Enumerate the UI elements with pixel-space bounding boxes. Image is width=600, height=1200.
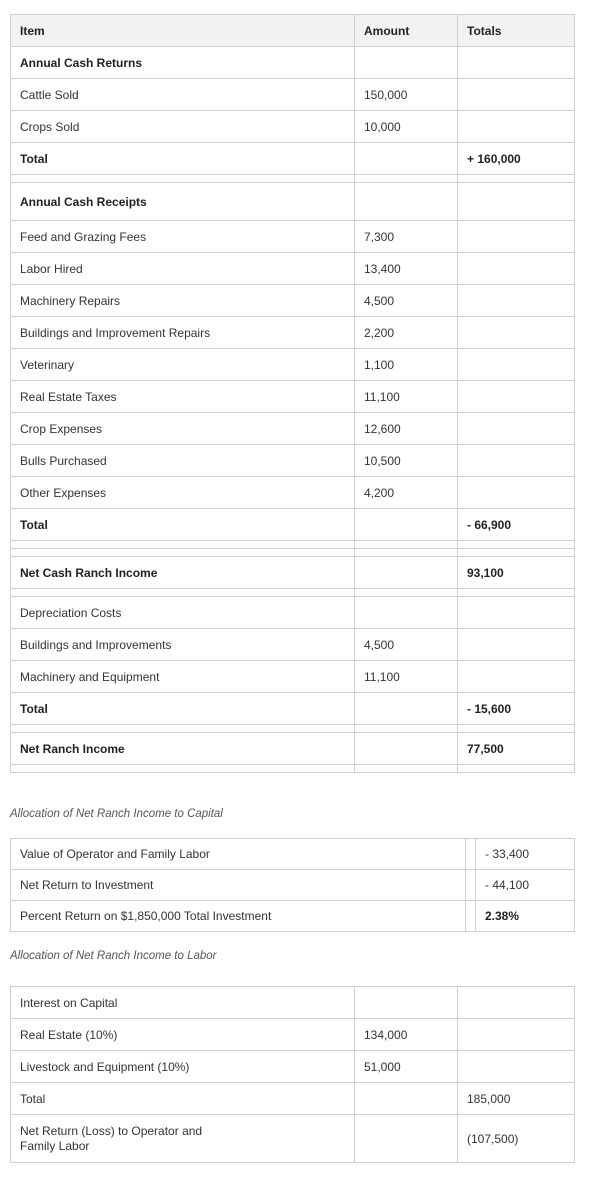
row-amount: 11,100 xyxy=(355,381,458,413)
table-header-row xyxy=(11,15,575,47)
row-amount: 13,400 xyxy=(355,253,458,285)
row-item: Real Estate Taxes xyxy=(11,381,355,413)
table-row xyxy=(11,1019,575,1051)
total-label: Total xyxy=(11,1083,355,1115)
total-value: - 15,600 xyxy=(458,693,575,725)
net-ranch-label: Net Ranch Income xyxy=(11,733,355,765)
table-row xyxy=(11,661,575,693)
table-row xyxy=(11,349,575,381)
header-amount: Amount xyxy=(355,15,458,47)
row-item: Veterinary xyxy=(11,349,355,381)
table-row xyxy=(11,1051,575,1083)
table-row xyxy=(11,629,575,661)
row-item: Net Return to Investment xyxy=(11,870,466,901)
row-amount: 51,000 xyxy=(355,1051,458,1083)
table-row xyxy=(11,253,575,285)
table-row xyxy=(11,413,575,445)
table-row xyxy=(11,317,575,349)
total-label: Total xyxy=(11,143,355,175)
section-heading-row xyxy=(11,183,575,221)
receipts-heading: Annual Cash Receipts xyxy=(11,183,355,221)
row-amount: 4,500 xyxy=(355,285,458,317)
row-item: Value of Operator and Family Labor xyxy=(11,839,466,870)
row-amount: 2,200 xyxy=(355,317,458,349)
table-row xyxy=(11,870,575,901)
table-row xyxy=(11,79,575,111)
row-amount: 7,300 xyxy=(355,221,458,253)
net-ranch-row xyxy=(11,733,575,765)
row-value: - 44,100 xyxy=(476,870,575,901)
net-return-label: Net Return (Loss) to Operator and Family Labor xyxy=(11,1115,355,1163)
row-amount: 10,500 xyxy=(355,445,458,477)
row-amount: 150,000 xyxy=(355,79,458,111)
labor-allocation-table xyxy=(10,986,575,1163)
row-amount: 4,200 xyxy=(355,477,458,509)
labor-caption: Allocation of Net Ranch Income to Labor xyxy=(10,950,217,962)
depreciation-heading: Depreciation Costs xyxy=(11,597,355,629)
section-heading-row xyxy=(11,47,575,79)
row-amount: 12,600 xyxy=(355,413,458,445)
row-item: Feed and Grazing Fees xyxy=(11,221,355,253)
net-cash-label: Net Cash Ranch Income xyxy=(11,557,355,589)
table-row xyxy=(11,839,575,870)
table-row xyxy=(11,285,575,317)
net-cash-row xyxy=(11,557,575,589)
row-item: Bulls Purchased xyxy=(11,445,355,477)
row-item: Other Expenses xyxy=(11,477,355,509)
header-totals: Totals xyxy=(458,15,575,47)
row-amount: 10,000 xyxy=(355,111,458,143)
row-item: Labor Hired xyxy=(11,253,355,285)
row-amount: 4,500 xyxy=(355,629,458,661)
row-item: Cattle Sold xyxy=(11,79,355,111)
total-row xyxy=(11,509,575,541)
net-cash-value: 93,100 xyxy=(458,557,575,589)
returns-heading: Annual Cash Returns xyxy=(11,47,355,79)
row-amount: 1,100 xyxy=(355,349,458,381)
row-item: Real Estate (10%) xyxy=(11,1019,355,1051)
total-label: Total xyxy=(11,693,355,725)
table-row xyxy=(11,111,575,143)
section-heading-row xyxy=(11,597,575,629)
capital-allocation-table xyxy=(10,838,575,932)
ranch-income-table xyxy=(10,14,575,773)
total-value: + 160,000 xyxy=(458,143,575,175)
row-value: 2.38% xyxy=(476,901,575,932)
row-item: Buildings and Improvement Repairs xyxy=(11,317,355,349)
row-amount: 11,100 xyxy=(355,661,458,693)
row-item: Machinery Repairs xyxy=(11,285,355,317)
net-return-value: (107,500) xyxy=(458,1115,575,1163)
table-row xyxy=(11,477,575,509)
row-amount: 134,000 xyxy=(355,1019,458,1051)
row-item: Machinery and Equipment xyxy=(11,661,355,693)
row-item: Percent Return on $1,850,000 Total Investment xyxy=(11,901,466,932)
capital-caption: Allocation of Net Ranch Income to Capital xyxy=(10,808,223,820)
total-row xyxy=(11,143,575,175)
section-heading-row xyxy=(11,987,575,1019)
total-row xyxy=(11,1083,575,1115)
net-ranch-value: 77,500 xyxy=(458,733,575,765)
row-item: Crop Expenses xyxy=(11,413,355,445)
row-item: Livestock and Equipment (10%) xyxy=(11,1051,355,1083)
row-item: Buildings and Improvements xyxy=(11,629,355,661)
total-label: Total xyxy=(11,509,355,541)
total-row xyxy=(11,693,575,725)
net-return-row xyxy=(11,1115,575,1163)
table-row xyxy=(11,221,575,253)
table-row xyxy=(11,381,575,413)
total-value: - 66,900 xyxy=(458,509,575,541)
row-value: - 33,400 xyxy=(476,839,575,870)
table-row xyxy=(11,445,575,477)
row-item: Crops Sold xyxy=(11,111,355,143)
header-item: Item xyxy=(11,15,355,47)
total-value: 185,000 xyxy=(458,1083,575,1115)
table-row xyxy=(11,901,575,932)
labor-heading: Interest on Capital xyxy=(11,987,355,1019)
